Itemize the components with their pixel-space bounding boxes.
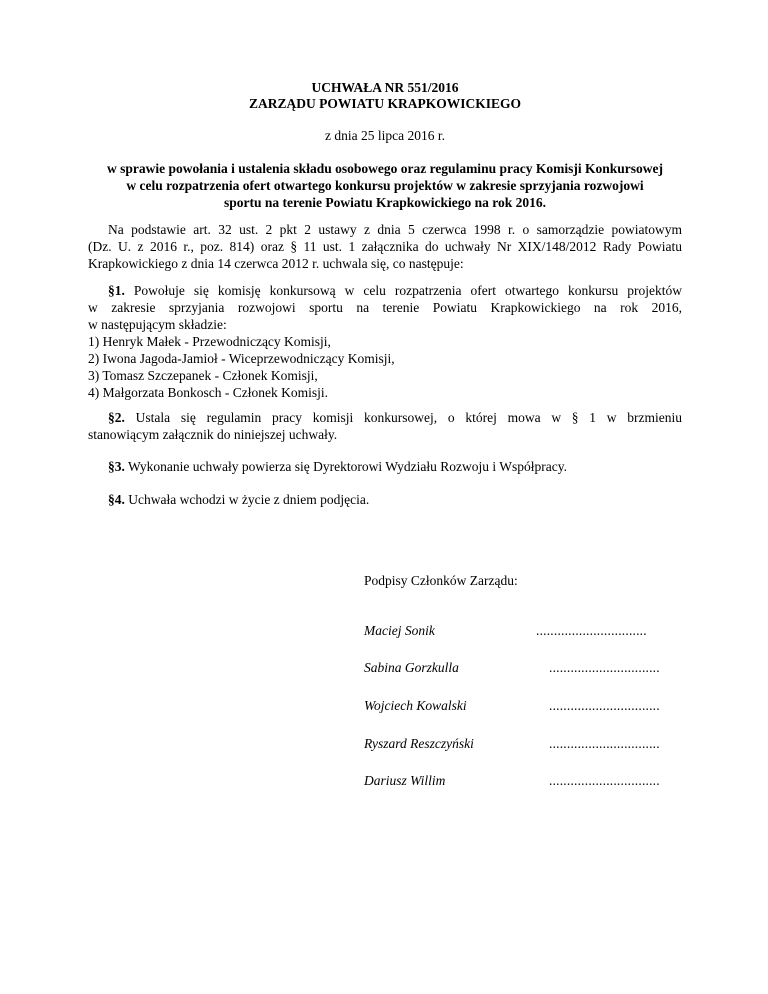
signatures-heading: Podpisy Członków Zarządu: [364,573,518,588]
signer-name: Maciej Sonik [364,623,435,638]
section-marker: §2. [108,410,125,425]
paragraph-line [88,491,682,508]
paragraph-line: w zakresie sprzyjania rozwojowi sportu na terenie Powiatu Krapkowickiego na rok 2016, [88,300,682,315]
signer-name: Wojciech Kowalski [364,698,467,713]
signature-line: ............................... [549,736,660,751]
section-2 [88,409,682,443]
paragraph-line: w następującym składzie: [88,317,227,332]
committee-member: 4) Małgorzata Bonkosch - Członek Komisji. [88,385,328,400]
signature-line: ............................... [549,698,660,713]
section-marker: §3. [108,459,125,474]
resolution-subject [88,160,682,211]
issuing-body: ZARZĄDU POWIATU KRAPKOWICKIEGO [248,96,522,111]
signer-name: Ryszard Reszczyński [364,736,474,751]
committee-member: 1) Henryk Małek - Przewodniczący Komisji, [88,334,331,349]
section-marker: §1. [108,283,125,298]
committee-member: 3) Tomasz Szczepanek - Członek Komisji, [88,368,318,383]
paragraph-text: Uchwała wchodzi w życie z dniem podjęcia. [124,492,370,507]
subject-line: w sprawie powołania i ustalenia składu osobowego oraz regulaminu pracy Komisji Konkursowej [107,161,663,176]
paragraph-line: Krapkowickiego z dnia 14 czerwca 2012 r. uchwala się, co następuje: [88,256,464,271]
paragraph-line [88,282,682,299]
committee-member: 2) Iwona Jagoda-Jamioł - Wiceprzewodniczący Komisji, [88,351,395,366]
paragraph-text: Powołuje się komisję konkursową w celu rozpatrzenia ofert otwartego konkursu projektów [124,283,682,298]
resolution-date: z dnia 25 lipca 2016 r. [325,128,445,143]
legal-basis-paragraph [88,221,682,272]
signature-line: ............................... [549,660,660,675]
resolution-number: UCHWAŁA NR 551/2016 [311,80,459,95]
paragraph-line: (Dz. U. z 2016 r., poz. 814) oraz § 11 ust. 1 załącznika do uchwały Nr XIX/148/2012 Rady Powiatu [88,239,682,254]
signature-line: ............................... [549,773,660,788]
paragraph-line: stanowiącym załącznik do niniejszej uchwały. [88,427,338,442]
paragraph-text: Wykonanie uchwały powierza się Dyrektorowi Wydziału Rozwoju i Współpracy. [124,459,568,474]
subject-line: sportu na terenie Powiatu Krapkowickiego na rok 2016. [223,195,546,210]
section-marker: §4. [108,492,125,507]
section-3 [88,458,682,475]
paragraph-line [88,409,682,426]
section-1 [88,282,682,401]
signer-name: Sabina Gorzkulla [364,660,459,675]
paragraph-line: Na podstawie art. 32 ust. 2 pkt 2 ustawy z dnia 5 czerwca 1998 r. o samorządzie powiatowym [108,222,682,237]
paragraph-text: Ustala się regulamin pracy komisji konkursowej, o której mowa w § 1 w brzmieniu [124,410,682,425]
paragraph-line [88,458,682,475]
section-4 [88,491,682,508]
subject-line: w celu rozpatrzenia ofert otwartego konkursu projektów w zakresie sprzyjania rozwojowi [126,178,644,193]
signer-name: Dariusz Willim [364,773,446,788]
signature-line: ............................... [536,623,647,638]
